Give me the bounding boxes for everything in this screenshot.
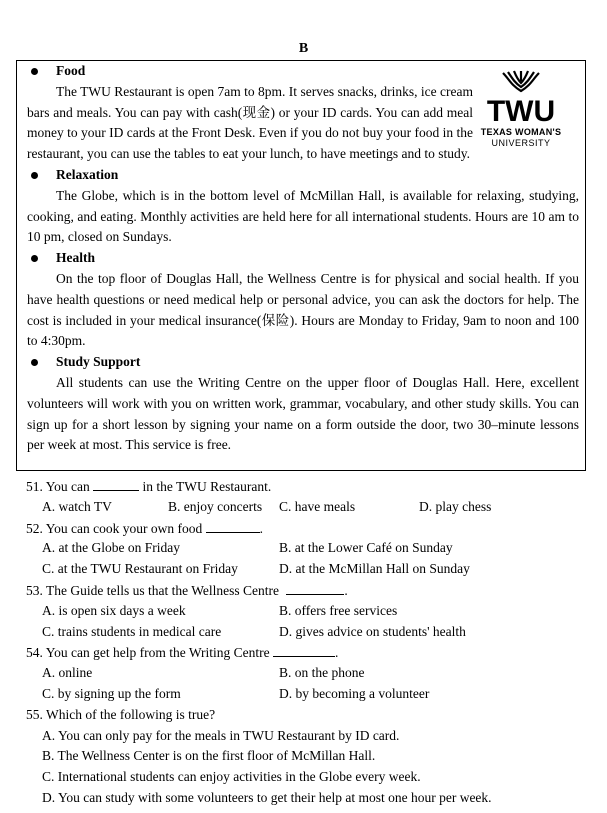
section-text-study-support: All students can use the Writing Centre on the upper floor of Douglas Hall. Here, excellent volunteers will work with you on written work, grammar, vocabulary, and other study skills. You can sign up for a short lesson by signing your name on a form outside the door, two 30–minute lessons per week at most. This service is free. <box>27 374 579 453</box>
option-b[interactable]: B. on the phone <box>279 665 365 681</box>
question-stem-55: 55. Which of the following is true? <box>26 706 216 722</box>
logo-subtitle-2: UNIVERSITY <box>491 138 551 148</box>
question-options-52-row2 <box>26 559 586 580</box>
bullet-icon <box>31 172 38 179</box>
question-options-55-d <box>26 788 586 809</box>
section-text-relaxation: The Globe, which is in the bottom level of McMillan Hall, is available for relaxing, studying, cooking, and eating. Monthly activities are held here for all international students. Hours are 10 am to 10 pm, closed on Sundays. <box>27 187 579 245</box>
question-stem-53: 53. The Guide tells us that the Wellness Centre . <box>26 580 586 601</box>
option-d[interactable]: D. play chess <box>419 498 492 514</box>
question-options-55-a <box>26 726 586 747</box>
option-a[interactable]: A. online <box>42 665 93 681</box>
option-b[interactable]: B. enjoy concerts <box>168 498 263 514</box>
answer-blank <box>206 518 260 533</box>
section-text-health: On the top floor of Douglas Hall, the Wellness Centre is for physical and social health. If you have health questions or need medical help or personal advice, you can ask the doctors for help. The cost is included in your medical insurance(保险). Hours are Monday to Friday, 9am to noon and 100 to 4:30pm. <box>27 270 579 349</box>
option-c[interactable]: C. International students can enjoy activities in the Globe every week. <box>42 769 421 785</box>
question-options-54-row2 <box>26 684 586 705</box>
section-heading-relaxation: Relaxation <box>27 165 579 186</box>
logo-subtitle-1: TEXAS WOMAN'S <box>480 127 562 137</box>
question-options-53-row2 <box>26 622 586 643</box>
question-stem-51: 51. You can in the TWU Restaurant. <box>26 476 586 497</box>
passage-box <box>16 60 586 471</box>
option-c[interactable]: C. trains students in medical care <box>42 623 222 639</box>
section-text-food: The TWU Restaurant is open 7am to 8pm. It serves snacks, drinks, ice cream bars and meals. You can pay with cash(现金) or your ID cards. You can add meal money to your ID cards at the Front Desk. Even if you do not buy your food in the restaurant, you can use the tables to eat your lunch, to have meetings and to study. <box>27 83 473 162</box>
option-b[interactable]: B. at the Lower Café on Sunday <box>279 540 453 556</box>
option-c[interactable]: C. at the TWU Restaurant on Friday <box>42 561 238 577</box>
option-b[interactable]: B. offers free services <box>279 602 398 618</box>
question-list <box>26 476 586 809</box>
question-stem-52: 52. You can cook your own food . <box>26 518 586 539</box>
section-heading-food: Food <box>27 61 579 82</box>
option-d[interactable]: D. You can study with some volunteers to get their help at most one hour per week. <box>42 789 492 805</box>
answer-blank <box>93 476 139 491</box>
option-a[interactable]: A. You can only pay for the meals in TWU Restaurant by ID card. <box>42 727 400 743</box>
option-d[interactable]: D. gives advice on students' health <box>279 623 466 639</box>
answer-blank <box>273 642 335 657</box>
question-options-52 <box>26 538 586 559</box>
logo-wordmark: TWU <box>486 95 556 128</box>
section-heading-study-support: Study Support <box>27 352 579 373</box>
option-c[interactable]: C. by signing up the form <box>42 685 181 701</box>
option-b[interactable]: B. The Wellness Center is on the first floor of McMillan Hall. <box>42 748 376 764</box>
question-options-54 <box>26 663 586 684</box>
passage-content <box>27 61 579 456</box>
option-a[interactable]: A. at the Globe on Friday <box>42 540 180 556</box>
option-d[interactable]: D. by becoming a volunteer <box>279 685 430 701</box>
question-options-55-c <box>26 767 586 788</box>
question-options-51 <box>26 497 586 518</box>
bullet-icon <box>31 359 38 366</box>
option-d[interactable]: D. at the McMillan Hall on Sunday <box>279 561 470 577</box>
question-options-55-b <box>26 746 586 767</box>
section-letter: B <box>298 41 309 56</box>
bullet-icon <box>31 68 38 75</box>
question-stem-54: 54. You can get help from the Writing Centre . <box>26 642 586 663</box>
question-options-53 <box>26 601 586 622</box>
option-a[interactable]: A. is open six days a week <box>42 602 186 618</box>
answer-blank <box>286 580 344 595</box>
option-c[interactable]: C. have meals <box>279 498 356 514</box>
bullet-icon <box>31 255 38 262</box>
section-heading-health: Health <box>27 248 579 269</box>
option-a[interactable]: A. watch TV <box>42 498 112 514</box>
